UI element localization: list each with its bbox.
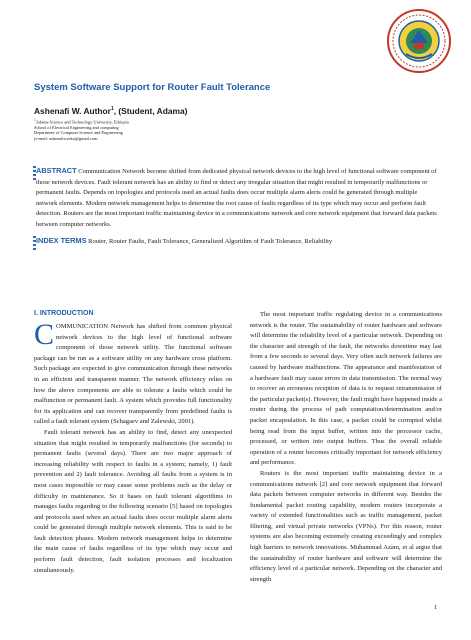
intro-paragraph-1: COMMUNICATION Network has shifted from common physical network devices to the high level of functional software component of those network utility. The functional software package can be run as a software utility on any hardware cross platform. Such package are expected to give communication through these networks in an efficient and transparent manner. The network efficiency relies on how the above components are able to tolerate a faults which could be malfunction or permanent fault. A system which provides full functionality for its application and can recover transparently from predefined faults is called a fault tolerant system (Schagaev and Zalewski, 2001).: [34, 318, 232, 426]
abstract-block: [36, 166, 438, 231]
keywords-label: INDEX TERMS: [36, 236, 87, 245]
affiliation-line: Department of Computer Science and Engineering: [34, 130, 123, 136]
affiliation-line: School of Electrical Engineering and computing: [34, 124, 119, 130]
abstract-label: ABSTRACT: [36, 166, 77, 175]
email-line: (e-mail: ashenafiworku@gmail.com: [34, 135, 98, 141]
abstract-text: Communication Network become shifted from dedicated physical network devices to the high level of functional software component of those network devices. Fault tolerant network has an ability to find or detect any irregular situation that might resulted in temporarily malfunctions or permanent faults. Depends on topologies and protocols used an actual faults does occur multiple alarm alerts could be generated through multiple network elements. Modern network management helps to determine the root cause of faults regardless of its type which may occur and perform fault detection. Routers are the most important traffic maintaining device in a communications network and core network equipment that forward data packets between computer networks.: [36, 168, 437, 228]
university-seal-icon: [386, 8, 452, 74]
page-number: 1: [434, 604, 438, 611]
intro-paragraph-2: Fault tolerant network has an ability to find, detect any unexpected situation that might resulted in temporarily malfunctions (for seconds) to permanent faults (several days). There are two major approach of increasing reliability with respect to faults in a system; namely, 1) fault prevention and 2) fault tolerance. Avoiding all faults from a system is in most cases impossible or may cause some problems such as the delay or difficulty in maintenance. So it bases on fault tolerant algorithms to manages faults regarding to the following scenario [5] based on topologies and protocols used when an actual faults does occur multiple alarm alerts could be generated through multiple network elements. This is said to be fault detection phases. Modern network management helps to determine the main cause of faults regardless of its type which may occur and perform fault detection, fault isolation processes and localization simultaneously.: [34, 428, 232, 574]
affiliation-line: $^1$Adama Science and Technology University, Ethiopia: [34, 118, 129, 125]
column-right: [250, 310, 442, 585]
keywords-block: [36, 236, 438, 248]
keywords-text: Router, Router Faults, Fault Tolerance, Generalized Algorithm of Fault Tolerance, Reliability: [88, 238, 333, 245]
author-name: Ashenafi W. Author: [34, 106, 111, 116]
author-line: [34, 106, 187, 116]
paper-title: System Software Support for Router Fault Tolerance: [34, 82, 271, 93]
section-heading-introduction: I. INTRODUCTION: [34, 310, 94, 317]
author-suffix: , (Student, Adama): [113, 106, 188, 116]
drop-cap: C: [34, 318, 55, 351]
intro-paragraph-3: The most important traffic regulating device in a communications network is the router. The sustainability of router hardware and software will determine the reliability level of a particular network. Depending on the character and strength of the fault, the networks downtime may last from a few seconds to several days. Very often such network failures are caused by hardware malfunctions. The appearance and manifestation of a hardware fault may cause errors in data transmission. The normal way to recover an erroneous reception of data is to request retransmission of the particular packet(s). However, the fault might have happened inside a router during the process of path computation/determination and/or packet encapsulation. In this case, a packet could be corrupted whilst being read from the input buffer, written into the processor cache, processed, or written into output buffers. Thus the overall reliable operation of a router becomes critically important for network efficiency and performance.: [250, 311, 442, 467]
small-caps-lead: OMMUNICATION: [56, 323, 109, 330]
intro-paragraph-4: Routers is the most important traffic maintaining device in a communications network [2] and core network equipment that forward data packets between computer networks in different way. Besides the fundamental packet routing capability, modern routers incorporate a variety of extended functionalities such as traffic management, packet filtering, and virtual private networks (VPNs). For this reason, router systems are also becoming extremely creating exceedingly and complex high barriers to network innovations. Muhammad Azam, et al argue that the sustainability of router hardware and software will determine the efficiency level of a particular network. Depending on the character and strength: [250, 469, 442, 583]
affiliation-superscript: 1: [34, 118, 36, 122]
author-superscript: 1: [110, 106, 114, 113]
affiliation-block: [34, 118, 234, 141]
column-left: [34, 318, 232, 576]
